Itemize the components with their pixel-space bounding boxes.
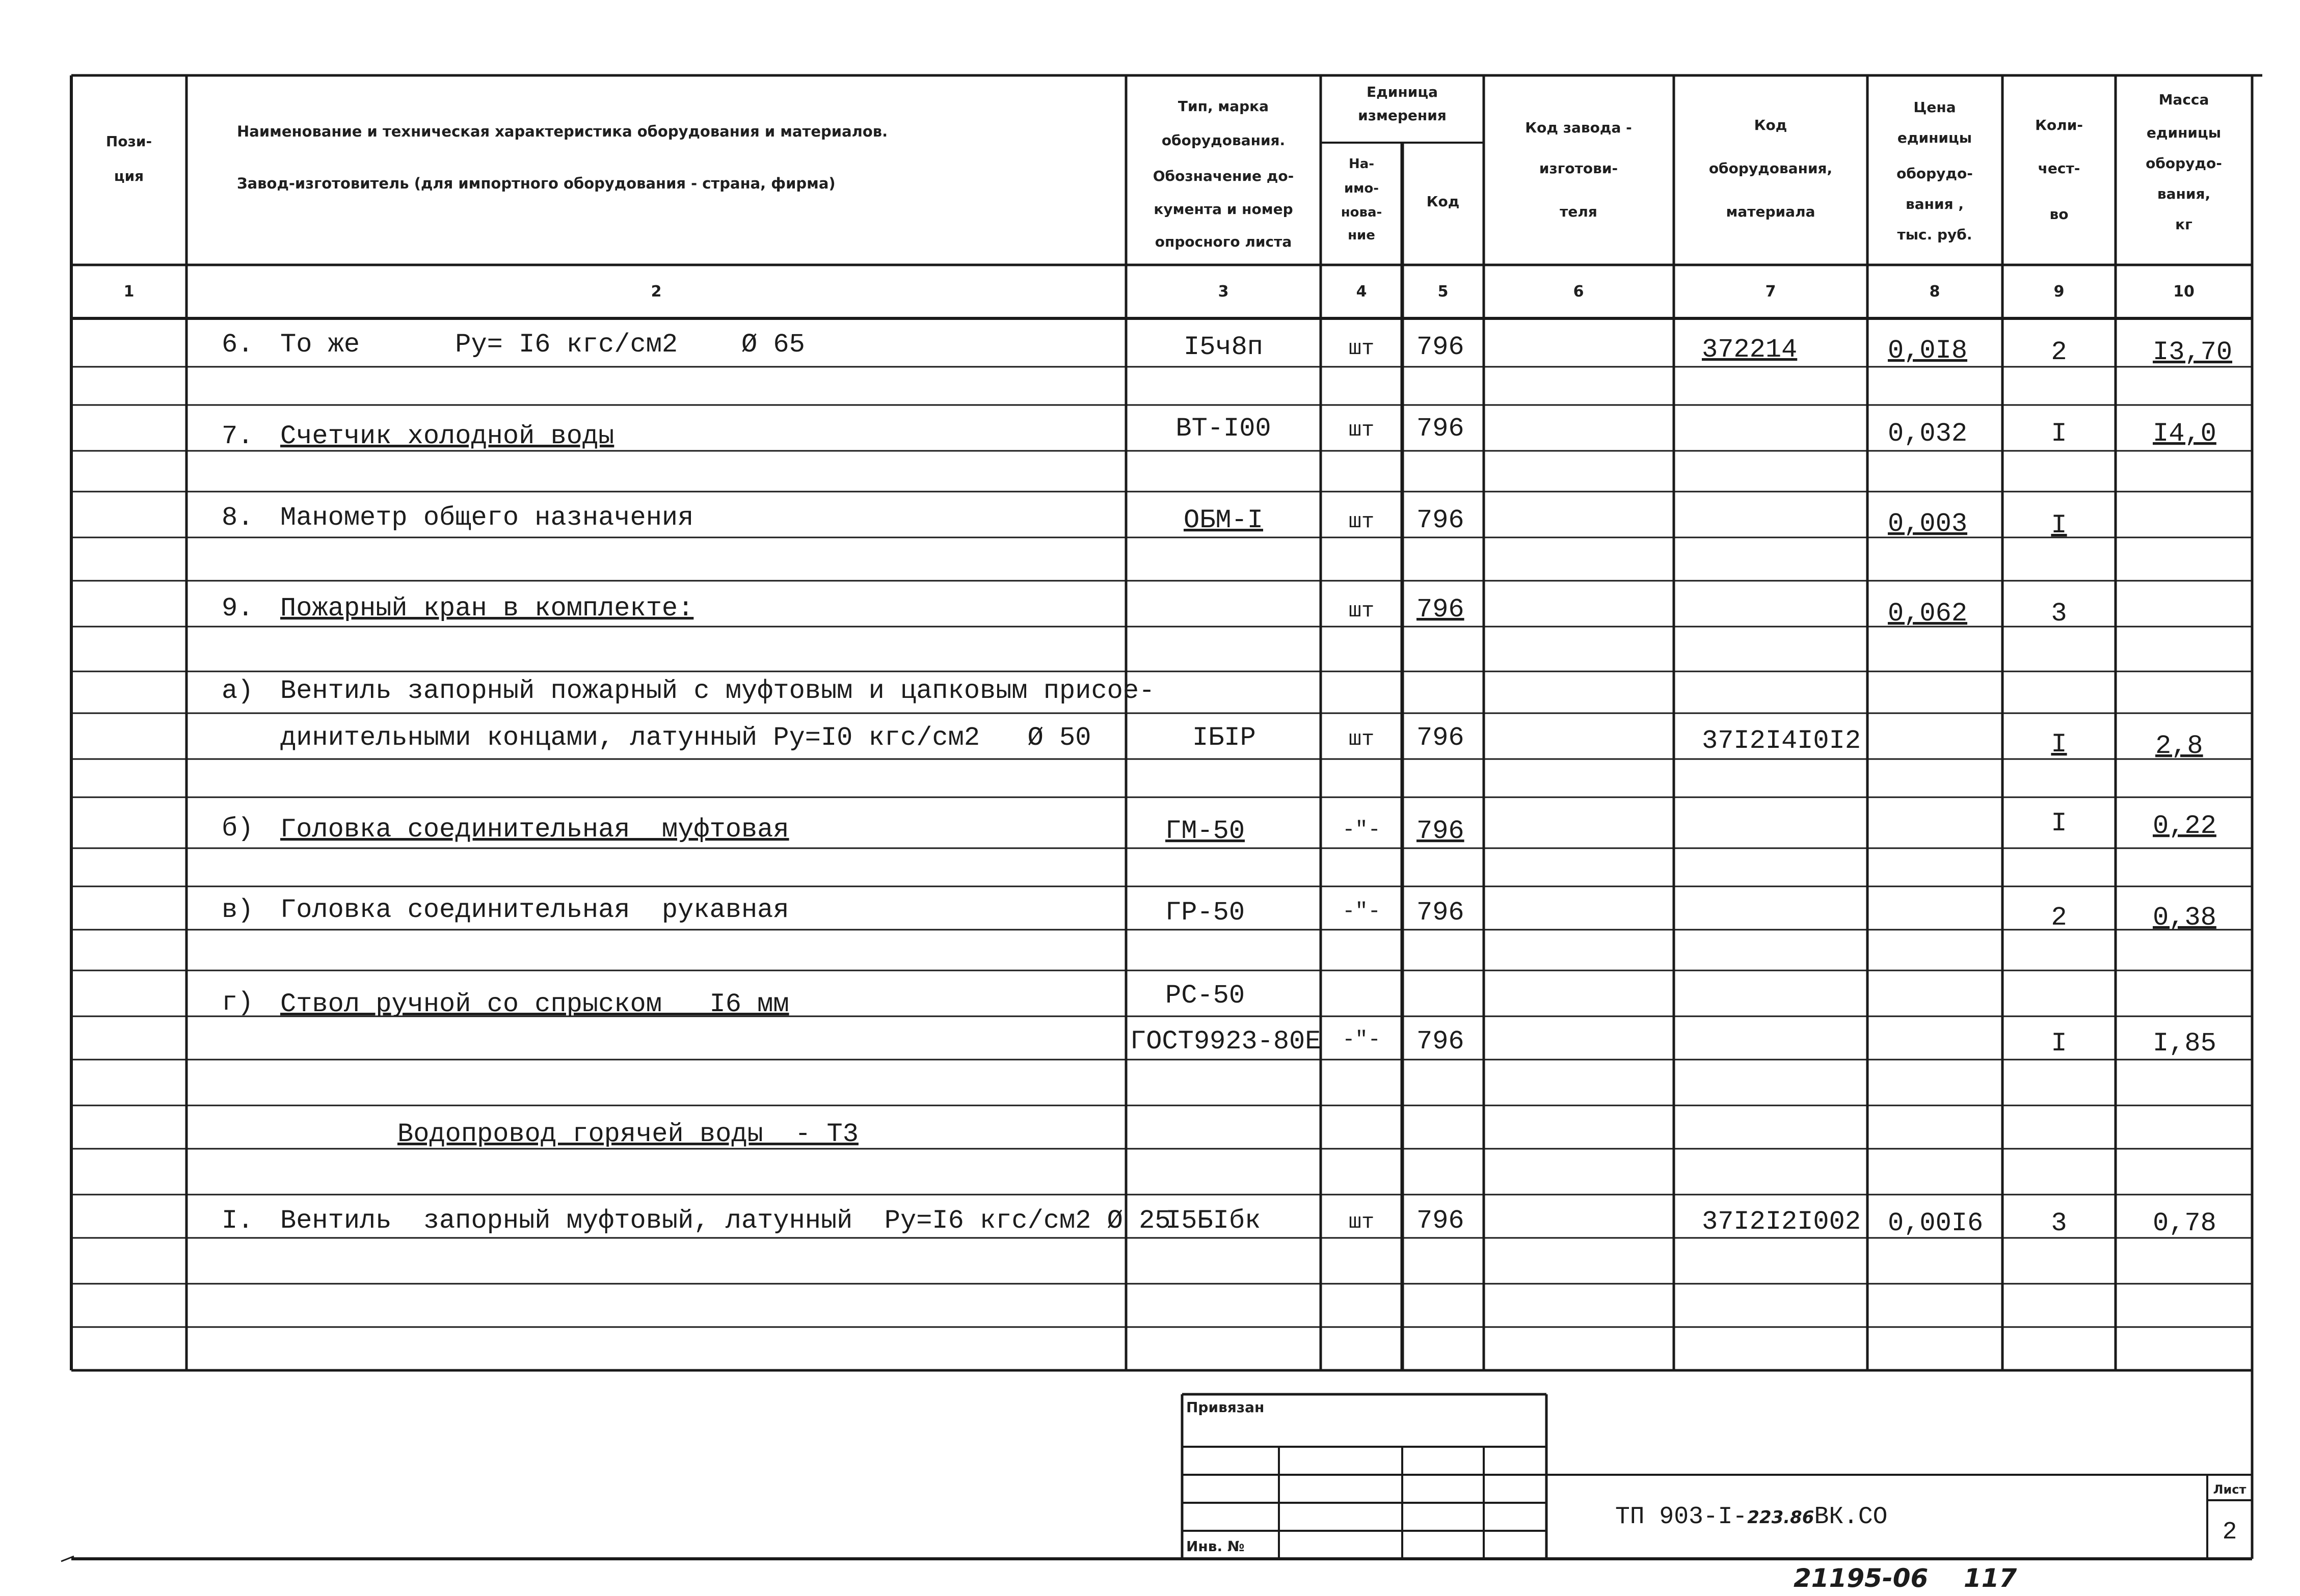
hdr-qty-1: Коли- <box>2035 117 2083 133</box>
hdr-unit-name-2: имо- <box>1344 181 1379 196</box>
row-mass: I,85 <box>2153 1029 2216 1059</box>
row-num: 8. <box>222 503 254 533</box>
row-code: 796 <box>1416 898 1464 928</box>
row-name: Манометр общего назначения <box>280 503 694 533</box>
sheet-number: 2 <box>2222 1519 2237 1546</box>
hdr-equip-1: Код <box>1754 117 1787 133</box>
table-row <box>222 895 2216 933</box>
table-row <box>222 503 2067 540</box>
hdr-plant-1: Код завода - <box>1525 119 1632 136</box>
hdr-name-2: Завод-изготовитель (для импортного оборудования - страна, фирма) <box>237 175 836 192</box>
row-type: ОБМ-I <box>1183 505 1264 535</box>
colnum-10: 10 <box>2173 283 2195 301</box>
table-row <box>222 676 2203 761</box>
hdr-mass-4: вания, <box>2157 185 2211 202</box>
hdr-qty-3: во <box>2049 206 2069 223</box>
row-unit: шт <box>1348 727 1375 751</box>
hdr-type-5: опросного листа <box>1155 233 1292 250</box>
row-num: г) <box>222 988 254 1018</box>
hdr-mass-3: оборудо- <box>2146 155 2222 172</box>
row-equip: 37I2I2I002 <box>1702 1207 1861 1237</box>
table-row <box>222 808 2216 846</box>
hdr-unit-name-3: нова- <box>1341 205 1382 220</box>
row-equip: 37I2I4I0I2 <box>1702 726 1861 756</box>
row-num: 7. <box>222 421 254 451</box>
hdr-unit-name-1: На- <box>1348 156 1375 172</box>
colnum-7: 7 <box>1765 283 1776 301</box>
colnum-5: 5 <box>1437 283 1449 301</box>
row-name: Счетчик холодной воды <box>280 421 614 451</box>
hdr-price-4: вания , <box>1906 196 1964 212</box>
row-name-cont: динительными концами, латунный Ру=I0 кгс/см2 Ø 50 <box>280 723 1091 753</box>
hdr-pos-1: Пози- <box>105 133 152 150</box>
row-unit: шт <box>1348 599 1375 623</box>
row-num: а) <box>222 676 254 706</box>
row-unit: шт <box>1348 418 1375 442</box>
row-qty: I <box>2051 510 2067 540</box>
row-code: 796 <box>1416 594 1464 625</box>
row-unit: -"- <box>1342 899 1381 924</box>
row-type: ГМ-50 <box>1165 816 1245 846</box>
hdr-pos-2: ция <box>114 168 144 184</box>
row-code: 796 <box>1416 1026 1464 1057</box>
row-qty: 2 <box>2051 903 2067 933</box>
row-price: 0,032 <box>1888 419 1968 449</box>
row-code: 796 <box>1416 505 1464 535</box>
row-type: ГР-50 <box>1165 898 1245 928</box>
row-qty: I <box>2051 808 2067 838</box>
row-unit: -"- <box>1342 1027 1381 1052</box>
row-name: Головка соединительная рукавная <box>280 895 789 925</box>
row-type-cont: ГОСТ9923-80Е <box>1130 1026 1321 1057</box>
row-code: 796 <box>1416 414 1464 444</box>
hdr-mass-1: Масса <box>2158 91 2209 108</box>
colnum-9: 9 <box>2053 283 2065 301</box>
designation-printed: ТП 903-I- <box>1615 1503 1748 1531</box>
hdr-type-3: Обозначение до- <box>1153 168 1294 184</box>
colnum-4: 4 <box>1356 283 1367 301</box>
table-row <box>222 981 2216 1059</box>
row-unit: шт <box>1348 1210 1375 1234</box>
colnum-2: 2 <box>651 283 662 301</box>
hdr-unit-name-4: ние <box>1348 228 1375 243</box>
table-row <box>222 1206 2216 1238</box>
row-type: I5ч8п <box>1183 332 1264 362</box>
colnum-1: 1 <box>123 283 135 301</box>
row-price: 0,003 <box>1888 509 1968 539</box>
row-type: РС-50 <box>1165 981 1245 1011</box>
row-mass: 0,22 <box>2153 811 2216 841</box>
hdr-type-2: оборудования. <box>1161 132 1286 149</box>
row-num: б) <box>222 814 254 844</box>
hdr-price-5: тыс. руб. <box>1897 226 1972 243</box>
hdr-equip-2: оборудования, <box>1708 160 1833 177</box>
row-unit: -"- <box>1342 818 1381 842</box>
hdr-unit-code: Код <box>1426 193 1460 210</box>
row-code: 796 <box>1416 1206 1464 1236</box>
row-unit: шт <box>1348 336 1375 361</box>
row-num: в) <box>222 895 254 925</box>
hdr-price-2: единицы <box>1897 129 1972 146</box>
handwritten-archive-number: 21195-06 117 <box>1794 1563 2017 1593</box>
document-designation <box>1615 1503 1887 1531</box>
hdr-mass-5: кг <box>2175 216 2192 233</box>
row-equip: 372214 <box>1702 335 1798 365</box>
row-mass: I3,70 <box>2153 337 2233 367</box>
table-row <box>222 330 2232 367</box>
table-row <box>222 414 2216 451</box>
row-mass: I4,0 <box>2153 419 2216 449</box>
hdr-unit-2: измерения <box>1358 107 1447 124</box>
row-price: 0,0I8 <box>1888 336 1968 366</box>
row-num: 9. <box>222 593 254 624</box>
row-num: I. <box>222 1206 254 1236</box>
row-num: 6. <box>222 330 254 360</box>
row-price: 0,00I6 <box>1888 1208 1984 1238</box>
row-mass: 0,38 <box>2153 903 2216 933</box>
hdr-qty-2: чест- <box>2038 160 2080 177</box>
row-mass: 0,78 <box>2153 1208 2216 1238</box>
title-block <box>61 1370 2252 1561</box>
row-name: Вентиль запорный муфтовый, латунный Ру=I6 кгс/см2 Ø 25 <box>280 1206 1171 1236</box>
column-numbers <box>124 283 2195 301</box>
row-name: Вентиль запорный пожарный с муфтовым и цапковым присое- <box>280 676 1155 706</box>
row-qty: 2 <box>2051 337 2067 367</box>
row-type: IБIР <box>1192 723 1256 753</box>
table-header <box>106 84 2222 250</box>
row-name: Ствол ручной со спрыском I6 мм <box>280 989 789 1019</box>
table-body <box>222 330 2232 1238</box>
hdr-name-1: Наименование и техническая характеристика оборудования и материалов. <box>237 123 888 140</box>
hdr-plant-3: теля <box>1560 203 1597 220</box>
row-qty: 3 <box>2051 599 2067 629</box>
colnum-3: 3 <box>1218 283 1229 301</box>
colnum-8: 8 <box>1929 283 1940 301</box>
row-type: I5БIбк <box>1165 1206 1261 1236</box>
hdr-type-4: кумента и номер <box>1154 201 1293 218</box>
row-name: Пожарный кран в комплекте: <box>280 593 694 624</box>
hdr-unit-1: Единица <box>1367 84 1438 100</box>
table-row <box>222 593 2067 629</box>
row-unit: шт <box>1348 509 1375 534</box>
stamp-attached-label: Привязан <box>1186 1399 1265 1416</box>
row-qty: I <box>2051 729 2067 760</box>
row-code: 796 <box>1416 723 1464 753</box>
row-code: 796 <box>1416 816 1464 846</box>
hdr-equip-3: материала <box>1726 203 1815 220</box>
stamp-inv-label: Инв. № <box>1186 1538 1245 1555</box>
colnum-6: 6 <box>1573 283 1584 301</box>
designation-suffix: ВК.СО <box>1814 1503 1888 1531</box>
row-name: Головка соединительная муфтовая <box>280 815 789 845</box>
row-code: 796 <box>1416 332 1464 362</box>
row-mass: 2,8 <box>2155 731 2203 761</box>
hdr-mass-2: единицы <box>2146 124 2222 141</box>
designation-handwritten: 223.86 <box>1747 1507 1814 1528</box>
row-qty: 3 <box>2051 1208 2067 1238</box>
row-qty: I <box>2051 1029 2067 1059</box>
row-name: То же Ру= I6 кгс/см2 Ø 65 <box>280 330 805 360</box>
hdr-price-3: оборудо- <box>1896 165 1973 182</box>
hdr-type-1: Тип, марка <box>1178 98 1269 115</box>
row-qty: I <box>2051 419 2067 449</box>
hdr-plant-2: изготови- <box>1539 160 1618 177</box>
section-title: Водопровод горячей воды - Т3 <box>397 1119 859 1149</box>
row-price: 0,062 <box>1888 599 1968 629</box>
hdr-price-1: Цена <box>1913 99 1956 116</box>
svg-text:ТП 903-I-223.86ВК.СО <box>1615 1503 1887 1531</box>
sheet-label: Лист <box>2213 1482 2246 1497</box>
row-type: ВТ-I00 <box>1175 414 1271 444</box>
